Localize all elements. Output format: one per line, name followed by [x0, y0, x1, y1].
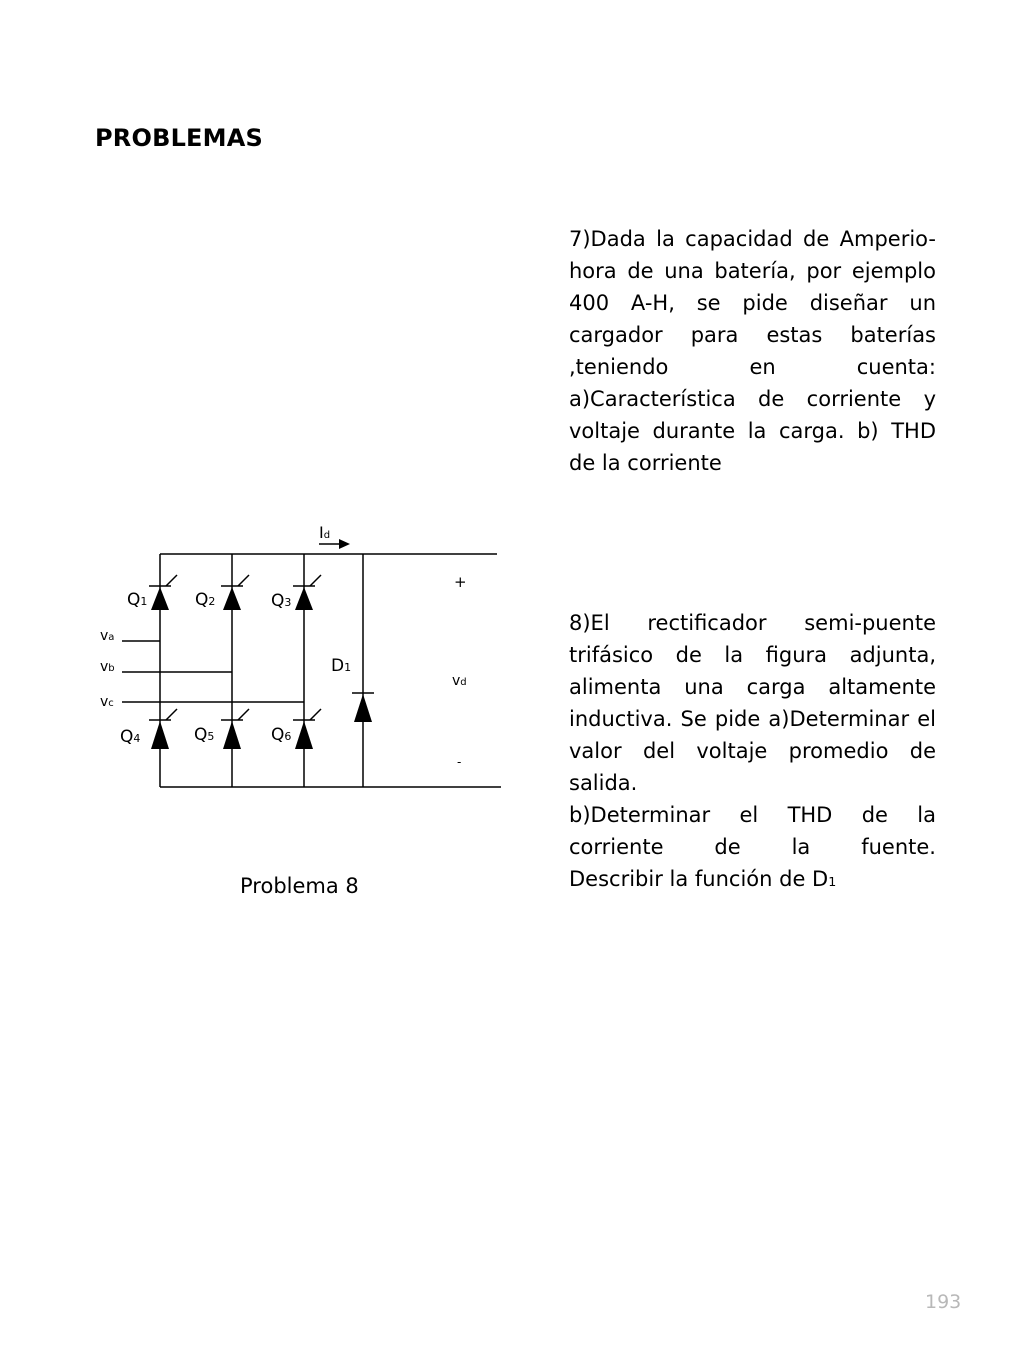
scr-q2-symbol — [223, 587, 241, 610]
problem-8-part-c — [569, 863, 936, 898]
d1-label: D1 — [331, 656, 352, 676]
page-number: 193 — [925, 1291, 962, 1313]
scr-q5-symbol — [223, 721, 241, 749]
scr-q1-symbol — [151, 587, 169, 610]
va-label: va — [100, 628, 115, 644]
diode-d1-symbol — [354, 694, 372, 722]
scr-q3-symbol — [295, 587, 313, 610]
problem-8-part-b: b)Determinar el THD de la corriente de la fuente. — [569, 803, 936, 859]
figure-caption: Problema 8 — [240, 874, 359, 898]
q5-label: Q5 — [194, 725, 215, 745]
vb-label: vb — [100, 659, 115, 675]
q4-label: Q4 — [120, 727, 141, 747]
vd-label: vd — [452, 673, 467, 689]
scr-q6-symbol — [295, 721, 313, 749]
scr-q4-symbol — [151, 721, 169, 749]
current-label: Id — [319, 523, 331, 542]
plus-label: + — [454, 573, 467, 591]
vc-label: vc — [100, 694, 114, 710]
problem-8-statement: 8)El rectificador semi-puente trifásico de la figura adjunta, alimenta una carga altamente inductiva. Se pide a)Determinar el valor del voltaje promedio de salida. — [569, 611, 936, 795]
problem-8-part-c-text: Describir la función de D — [569, 867, 829, 891]
page-title: PROBLEMAS — [95, 124, 263, 152]
rectifier-circuit-diagram — [90, 515, 510, 800]
problem-8-part-c-sub: 1 — [828, 874, 837, 889]
q2-label: Q2 — [195, 590, 216, 610]
q1-label: Q1 — [127, 590, 148, 610]
q6-label: Q6 — [271, 725, 292, 745]
current-arrow-icon — [339, 539, 350, 549]
minus-label: - — [457, 755, 462, 769]
problem-7-text: 7)Dada la capacidad de Amperio-hora de una batería, por ejemplo 400 A-H, se pide diseñar un cargador para estas baterías ,teniendo en cuenta: a)Característica de corriente y voltaje durante la carga. b) THD de la corriente — [569, 227, 936, 475]
problem-8-text — [569, 607, 936, 898]
q3-label: Q3 — [271, 591, 292, 611]
